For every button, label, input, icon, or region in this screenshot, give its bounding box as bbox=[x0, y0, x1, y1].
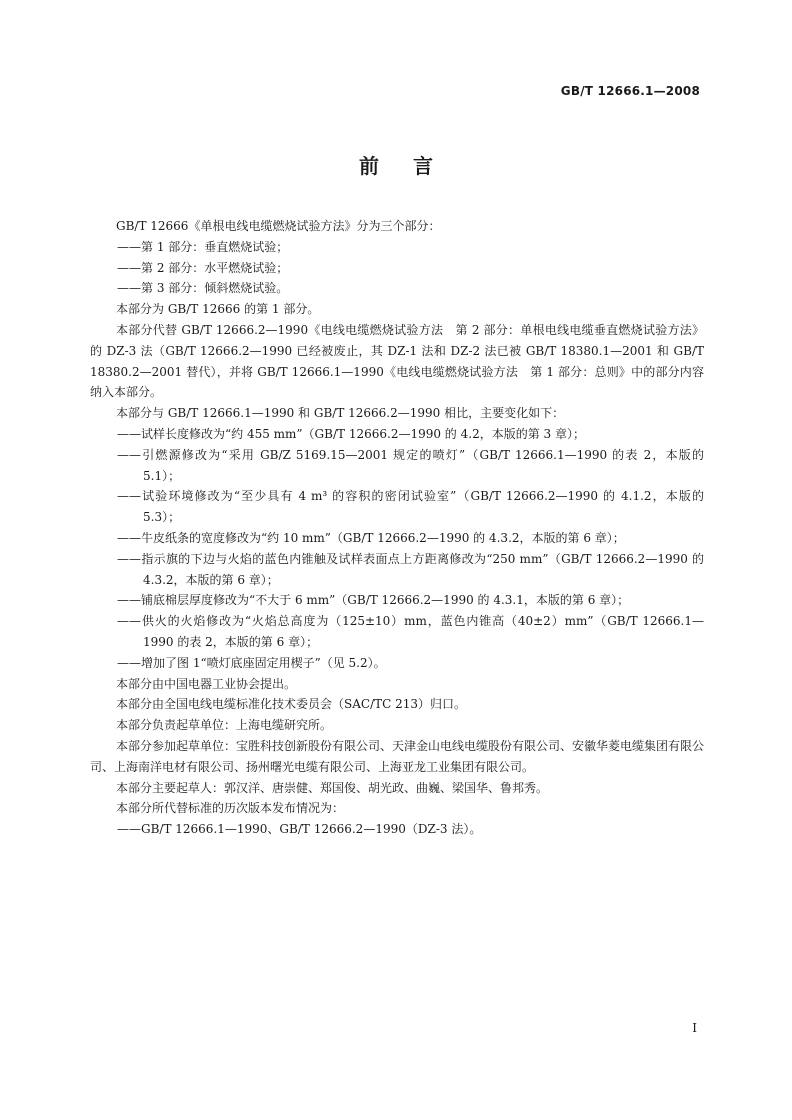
part-list-item: ——第 3 部分：倾斜燃烧试验。 bbox=[117, 281, 289, 296]
change-list-item: ——试验环境修改为“至少具有 4 m³ 的容积的密闭试验室”（GB/T 12666.2—1990 的 4.1.2，本版的 5.3）； bbox=[117, 489, 704, 525]
change-list-item: ——试样长度修改为“约 455 mm”（GB/T 12666.2—1990 的 4.2，本版的第 3 章）； bbox=[117, 426, 585, 441]
participating-units-paragraph: 本部分参加起草单位：宝胜科技创新股份有限公司、天津金山电线电缆股份有限公司、安徽华菱电缆集团有限公司、上海南洋电材有限公司、扬州曙光电缆有限公司、上海亚龙工业集团有限公司。 bbox=[90, 738, 705, 774]
part-list-item: ——第 2 部分：水平燃烧试验； bbox=[117, 260, 289, 275]
changes-intro-paragraph: 本部分与 GB/T 12666.1—1990 和 GB/T 12666.2—1990 相比，主要变化如下： bbox=[116, 406, 565, 421]
page-number: I bbox=[692, 1021, 697, 1035]
intro-paragraph: GB/T 12666《单根电线电缆燃烧试验方法》分为三个部分： bbox=[116, 219, 441, 233]
change-list-item: ——引燃源修改为“采用 GB/Z 5169.15—2001 规定的喷灯”（GB/T 12666.1—1990 的表 2，本版的 5.1）； bbox=[117, 447, 704, 483]
change-list-item: ——供火的火焰修改为“火焰总高度为（125±10）mm，蓝色内锥高（40±2）mm”（GB/T 12666.1—1990 的表 2，本版的第 6 章）； bbox=[117, 614, 704, 649]
change-list-item: ——牛皮纸条的宽度修改为“约 10 mm”（GB/T 12666.2—1990 的 4.3.2，本版的第 6 章）； bbox=[117, 530, 625, 545]
change-list-item: ——增加了图 1“喷灯底座固定用楔子”（见 5.2）。 bbox=[117, 655, 386, 670]
page-title: 前言 bbox=[359, 154, 467, 178]
scope-paragraph: 本部分为 GB/T 12666 的第 1 部分。 bbox=[116, 302, 320, 317]
standard-number: GB/T 12666.1—2008 bbox=[560, 84, 700, 98]
foreword-body bbox=[90, 216, 704, 840]
drafting-unit-paragraph: 本部分负责起草单位：上海电缆研究所。 bbox=[116, 718, 333, 733]
replacement-paragraph: 本部分代替 GB/T 12666.2—1990《电线电缆燃烧试验方法 第 2 部分：单根电线电缆垂直燃烧试验方法》的 DZ-3 法（GB/T 12666.2—1990 已经被废止，其 DZ-1 法和 DZ-2 法已被 GB/T 18380.1—2001 和 GB/T 18380.2—2001 替代），并将 GB/T 12666.1—1990《电线电缆燃烧试验方法 第 1 部分：总则》中的部分内容纳入本部分。 bbox=[90, 322, 704, 400]
change-list-item: ——铺底棉层厚度修改为“不大于 6 mm”（GB/T 12666.2—1990 的 4.3.1，本版的第 6 章）； bbox=[117, 593, 630, 608]
committee-paragraph: 本部分由全国电线电缆标准化技术委员会（SAC/TC 213）归口。 bbox=[116, 697, 467, 712]
proposer-paragraph: 本部分由中国电器工业协会提出。 bbox=[116, 676, 297, 691]
change-list-item: ——指示旗的下边与火焰的蓝色内锥触及试样表面点上方距离修改为“250 mm”（GB/T 12666.2—1990 的 4.3.2，本版的第 6 章）； bbox=[117, 551, 704, 587]
history-list-item: ——GB/T 12666.1—1990、GB/T 12666.2—1990（DZ-3 法）。 bbox=[117, 822, 482, 837]
part-list-item: ——第 1 部分：垂直燃烧试验； bbox=[117, 239, 289, 254]
history-intro-paragraph: 本部分所代替标准的历次版本发布情况为： bbox=[116, 801, 345, 816]
drafters-paragraph: 本部分主要起草人：郭汉洋、唐崇健、郑国俊、胡光政、曲巍、梁国华、鲁邦秀。 bbox=[116, 780, 549, 795]
